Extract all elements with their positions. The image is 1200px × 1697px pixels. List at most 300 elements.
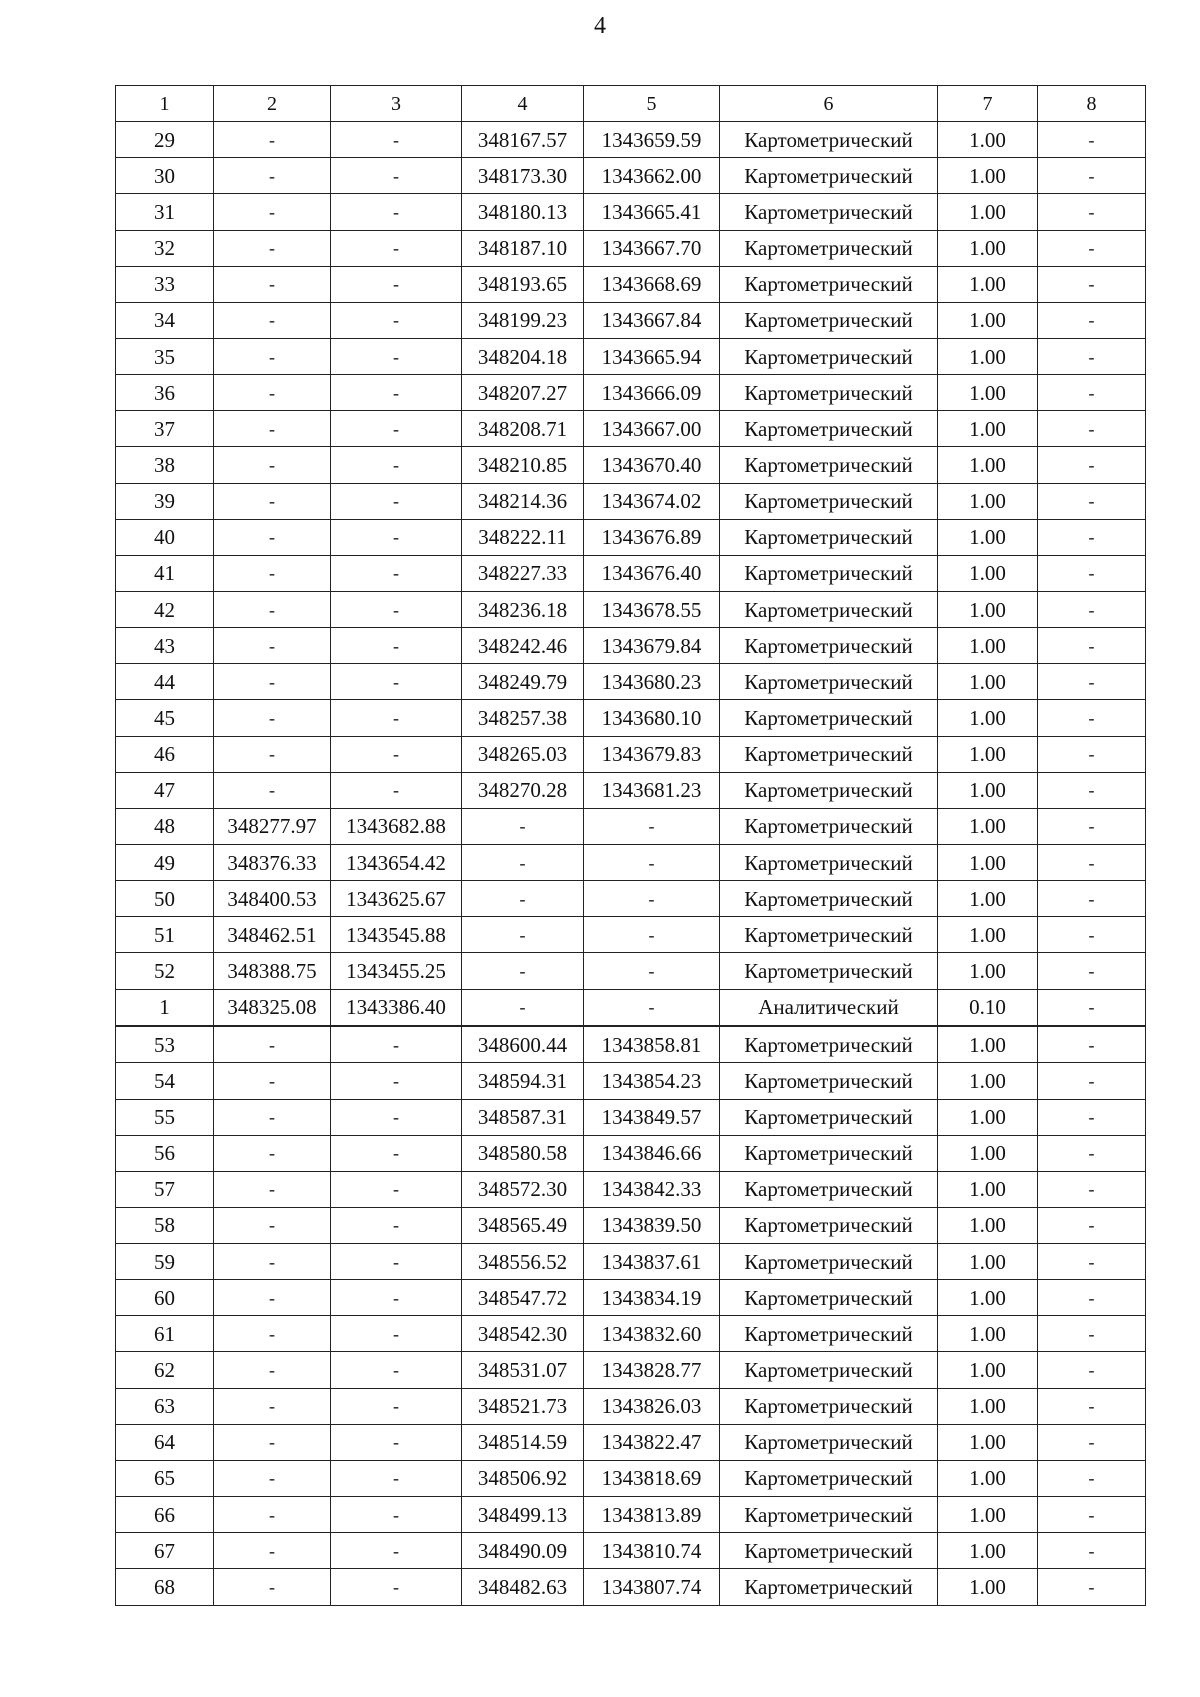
table-cell: 348482.63	[462, 1569, 584, 1606]
table-cell: 348242.46	[462, 628, 584, 664]
table-cell: -	[214, 1388, 331, 1424]
table-row	[116, 664, 1146, 700]
table-cell: -	[214, 1280, 331, 1316]
table-row	[116, 230, 1146, 266]
table-cell: 1.00	[938, 1244, 1038, 1280]
table-cell: 46	[116, 736, 214, 772]
table-cell: -	[584, 917, 720, 953]
table-row	[116, 266, 1146, 302]
table-cell: 1343813.89	[584, 1497, 720, 1533]
table-cell: 348388.75	[214, 953, 331, 989]
table-cell: -	[214, 411, 331, 447]
table-cell: 348499.13	[462, 1497, 584, 1533]
table-cell: 348556.52	[462, 1244, 584, 1280]
table-cell: 1343654.42	[331, 844, 462, 880]
table-cell: -	[1038, 953, 1146, 989]
table-cell: Картометрический	[720, 1171, 938, 1207]
table-cell: -	[1038, 1099, 1146, 1135]
header-cell: 1	[116, 86, 214, 122]
table-row	[116, 1244, 1146, 1280]
table-cell: -	[1038, 302, 1146, 338]
table-row	[116, 1460, 1146, 1496]
table-cell: 40	[116, 519, 214, 555]
table-cell: 1343679.83	[584, 736, 720, 772]
table-row	[116, 302, 1146, 338]
table-cell: -	[214, 1171, 331, 1207]
table-cell: -	[1038, 519, 1146, 555]
table-cell: Картометрический	[720, 1569, 938, 1606]
table-cell: 1.00	[938, 844, 1038, 880]
table-row	[116, 158, 1146, 194]
table-cell: 1.00	[938, 1063, 1038, 1099]
table-cell: 1343807.74	[584, 1569, 720, 1606]
table-cell: 1343828.77	[584, 1352, 720, 1388]
header-cell: 5	[584, 86, 720, 122]
table-row	[116, 375, 1146, 411]
table-cell: 1.00	[938, 375, 1038, 411]
table-cell: 348514.59	[462, 1424, 584, 1460]
table-cell: -	[331, 1171, 462, 1207]
table-row	[116, 844, 1146, 880]
table-cell: -	[584, 953, 720, 989]
table-cell: 1.00	[938, 1533, 1038, 1569]
table-cell: 1343667.84	[584, 302, 720, 338]
table-cell: Картометрический	[720, 122, 938, 158]
table-cell: -	[1038, 844, 1146, 880]
table-cell: Картометрический	[720, 375, 938, 411]
table-cell: -	[1038, 591, 1146, 627]
table-cell: -	[214, 664, 331, 700]
table-cell: -	[331, 122, 462, 158]
table-cell: -	[331, 1388, 462, 1424]
table-cell: 348462.51	[214, 917, 331, 953]
table-cell: 34	[116, 302, 214, 338]
table-row	[116, 1135, 1146, 1171]
table-cell: 1343662.00	[584, 158, 720, 194]
table-cell: -	[214, 1497, 331, 1533]
table-cell: 47	[116, 772, 214, 808]
table-cell: 1.00	[938, 1352, 1038, 1388]
table-row	[116, 591, 1146, 627]
table-cell: 1343676.40	[584, 555, 720, 591]
table-cell: 1.00	[938, 1388, 1038, 1424]
table-cell: Картометрический	[720, 230, 938, 266]
table-row	[116, 1533, 1146, 1569]
table-cell: -	[331, 411, 462, 447]
table-cell: -	[331, 158, 462, 194]
table-cell: 348277.97	[214, 808, 331, 844]
table-cell: -	[1038, 230, 1146, 266]
table-cell: 43	[116, 628, 214, 664]
table-cell: -	[584, 881, 720, 917]
table-cell: 1.00	[938, 917, 1038, 953]
table-cell: 1343386.40	[331, 989, 462, 1025]
table-cell: 1.00	[938, 194, 1038, 230]
table-cell: 0.10	[938, 989, 1038, 1025]
table-cell: -	[214, 230, 331, 266]
table-cell: -	[1038, 1207, 1146, 1243]
table-row	[116, 772, 1146, 808]
table-cell: 348580.58	[462, 1135, 584, 1171]
table-cell: Картометрический	[720, 591, 938, 627]
table-cell: 33	[116, 266, 214, 302]
table-cell: 1343822.47	[584, 1424, 720, 1460]
table-cell: 348187.10	[462, 230, 584, 266]
table-cell: 1.00	[938, 411, 1038, 447]
table-row	[116, 338, 1146, 374]
table-cell: -	[331, 375, 462, 411]
table-cell: 65	[116, 1460, 214, 1496]
table-cell: -	[331, 1027, 462, 1063]
table-cell: Картометрический	[720, 917, 938, 953]
table-cell: 348506.92	[462, 1460, 584, 1496]
table-cell: 1343680.10	[584, 700, 720, 736]
table-cell: Картометрический	[720, 411, 938, 447]
table-cell: 348325.08	[214, 989, 331, 1025]
table-cell: -	[214, 338, 331, 374]
table-cell: Картометрический	[720, 808, 938, 844]
table-cell: 1343676.89	[584, 519, 720, 555]
table-row	[116, 628, 1146, 664]
table-cell: -	[331, 628, 462, 664]
table-cell: 1.00	[938, 447, 1038, 483]
table-cell: 62	[116, 1352, 214, 1388]
table-cell: 348222.11	[462, 519, 584, 555]
table-cell: Картометрический	[720, 1316, 938, 1352]
table-cell: 348531.07	[462, 1352, 584, 1388]
table-cell: 348376.33	[214, 844, 331, 880]
table-row	[116, 917, 1146, 953]
table-cell: -	[1038, 266, 1146, 302]
table-cell: Картометрический	[720, 1533, 938, 1569]
table-cell: 1343670.40	[584, 447, 720, 483]
table-cell: 348167.57	[462, 122, 584, 158]
table-cell: 1343679.84	[584, 628, 720, 664]
table-cell: -	[331, 1316, 462, 1352]
header-cell: 3	[331, 86, 462, 122]
table-row	[116, 1171, 1146, 1207]
table-row	[116, 1280, 1146, 1316]
table-cell: Картометрический	[720, 302, 938, 338]
table-cell: -	[1038, 1244, 1146, 1280]
header-cell: 2	[214, 86, 331, 122]
table-cell: 348265.03	[462, 736, 584, 772]
table-cell: -	[214, 1460, 331, 1496]
table-row	[116, 1497, 1146, 1533]
table-cell: -	[462, 844, 584, 880]
table-cell: -	[331, 1460, 462, 1496]
table-cell: Картометрический	[720, 519, 938, 555]
table-cell: Картометрический	[720, 844, 938, 880]
table-cell: 348542.30	[462, 1316, 584, 1352]
table-cell: 1343625.67	[331, 881, 462, 917]
table-cell: 1.00	[938, 1135, 1038, 1171]
table-cell: -	[1038, 1424, 1146, 1460]
table-cell: 1343849.57	[584, 1099, 720, 1135]
table-cell: 42	[116, 591, 214, 627]
table-cell: -	[331, 1135, 462, 1171]
table-row	[116, 447, 1146, 483]
table-cell: -	[331, 230, 462, 266]
header-cell: 7	[938, 86, 1038, 122]
table-row	[116, 194, 1146, 230]
table-cell: -	[214, 1063, 331, 1099]
table-cell: 1343666.09	[584, 375, 720, 411]
table-cell: -	[214, 375, 331, 411]
table-cell: -	[1038, 917, 1146, 953]
table-cell: 348587.31	[462, 1099, 584, 1135]
table-cell: -	[214, 266, 331, 302]
table-cell: 1343665.41	[584, 194, 720, 230]
table-cell: -	[331, 1569, 462, 1606]
table-cell: 51	[116, 917, 214, 953]
table-cell: 348199.23	[462, 302, 584, 338]
table-cell: -	[1038, 1569, 1146, 1606]
table-row	[116, 519, 1146, 555]
table-row	[116, 881, 1146, 917]
table-cell: 348270.28	[462, 772, 584, 808]
table-cell: 41	[116, 555, 214, 591]
table-cell: Картометрический	[720, 266, 938, 302]
table-cell: -	[214, 194, 331, 230]
table-cell: -	[331, 1244, 462, 1280]
table-cell: Картометрический	[720, 1460, 938, 1496]
table-cell: -	[331, 1533, 462, 1569]
table-cell: -	[331, 1280, 462, 1316]
table-cell: 348214.36	[462, 483, 584, 519]
table-cell: -	[214, 447, 331, 483]
table-cell: 1343837.61	[584, 1244, 720, 1280]
table-cell: -	[1038, 700, 1146, 736]
table-cell: Картометрический	[720, 338, 938, 374]
table-cell: 1343682.88	[331, 808, 462, 844]
table-row	[116, 736, 1146, 772]
table-cell: -	[1038, 628, 1146, 664]
table-row	[116, 808, 1146, 844]
table-cell: 1.00	[938, 158, 1038, 194]
table-cell: -	[1038, 808, 1146, 844]
table-row	[116, 1569, 1146, 1606]
table-row	[116, 1063, 1146, 1099]
table-body	[116, 86, 1146, 1606]
table-cell: 1343667.70	[584, 230, 720, 266]
table-cell: 66	[116, 1497, 214, 1533]
table-row	[116, 483, 1146, 519]
table-row	[116, 989, 1146, 1025]
table-cell: 1.00	[938, 1171, 1038, 1207]
table-cell: Картометрический	[720, 1099, 938, 1135]
table-cell: -	[1038, 1063, 1146, 1099]
table-cell: -	[584, 989, 720, 1025]
table-cell: -	[214, 1316, 331, 1352]
table-cell: -	[1038, 772, 1146, 808]
table-cell: 1.00	[938, 591, 1038, 627]
table-cell: 38	[116, 447, 214, 483]
table-cell: 348249.79	[462, 664, 584, 700]
table-cell: -	[1038, 1388, 1146, 1424]
table-cell: 54	[116, 1063, 214, 1099]
table-cell: 64	[116, 1424, 214, 1460]
table-cell: 1343681.23	[584, 772, 720, 808]
table-cell: -	[462, 989, 584, 1025]
table-cell: -	[462, 881, 584, 917]
table-cell: -	[331, 1099, 462, 1135]
table-cell: 1343545.88	[331, 917, 462, 953]
table-cell: 1.00	[938, 555, 1038, 591]
table-cell: 1.00	[938, 302, 1038, 338]
table-cell: -	[1038, 736, 1146, 772]
table-cell: -	[1038, 1460, 1146, 1496]
table-cell: 50	[116, 881, 214, 917]
table-cell: -	[1038, 1135, 1146, 1171]
table-cell: 55	[116, 1099, 214, 1135]
table-cell: 30	[116, 158, 214, 194]
table-cell: 1.00	[938, 953, 1038, 989]
table-cell: 348594.31	[462, 1063, 584, 1099]
table-cell: 1343834.19	[584, 1280, 720, 1316]
table-cell: -	[1038, 989, 1146, 1025]
table-cell: -	[1038, 122, 1146, 158]
table-cell: 1.00	[938, 1497, 1038, 1533]
table-cell: Картометрический	[720, 628, 938, 664]
table-cell: -	[584, 808, 720, 844]
table-cell: 1343659.59	[584, 122, 720, 158]
table-cell: Картометрический	[720, 158, 938, 194]
table-cell: 1343678.55	[584, 591, 720, 627]
table-cell: -	[331, 1352, 462, 1388]
table-row	[116, 1316, 1146, 1352]
table-cell: -	[462, 808, 584, 844]
table-cell: 58	[116, 1207, 214, 1243]
table-cell: 1343846.66	[584, 1135, 720, 1171]
table-cell: -	[214, 700, 331, 736]
table-cell: 1343826.03	[584, 1388, 720, 1424]
table-cell: -	[1038, 1316, 1146, 1352]
table-cell: 1.00	[938, 700, 1038, 736]
table-cell: Картометрический	[720, 1135, 938, 1171]
table-cell: 348210.85	[462, 447, 584, 483]
table-cell: 56	[116, 1135, 214, 1171]
table-cell: -	[331, 700, 462, 736]
table-row	[116, 122, 1146, 158]
table-cell: Картометрический	[720, 953, 938, 989]
table-cell: Аналитический	[720, 989, 938, 1025]
table-cell: -	[584, 844, 720, 880]
table-cell: 49	[116, 844, 214, 880]
table-cell: -	[214, 591, 331, 627]
table-cell: 1.00	[938, 122, 1038, 158]
table-cell: Картометрический	[720, 736, 938, 772]
table-cell: Картометрический	[720, 772, 938, 808]
table-cell: Картометрический	[720, 1063, 938, 1099]
header-cell: 8	[1038, 86, 1146, 122]
table-cell: -	[214, 1135, 331, 1171]
table-cell: -	[214, 122, 331, 158]
table-row	[116, 411, 1146, 447]
table-cell: 1.00	[938, 664, 1038, 700]
table-cell: 1.00	[938, 266, 1038, 302]
table-cell: 1.00	[938, 808, 1038, 844]
table-cell: Картометрический	[720, 194, 938, 230]
table-cell: -	[214, 302, 331, 338]
table-cell: -	[1038, 483, 1146, 519]
table-row	[116, 1424, 1146, 1460]
table-cell: 1343854.23	[584, 1063, 720, 1099]
table-row	[116, 1207, 1146, 1243]
table-cell: 29	[116, 122, 214, 158]
table-cell: 1.00	[938, 736, 1038, 772]
table-cell: -	[214, 1207, 331, 1243]
table-cell: 1343842.33	[584, 1171, 720, 1207]
table-cell: -	[331, 1207, 462, 1243]
table-cell: -	[1038, 1497, 1146, 1533]
table-cell: 1.00	[938, 1460, 1038, 1496]
table-cell: -	[1038, 1027, 1146, 1063]
table-cell: Картометрический	[720, 1352, 938, 1388]
table-cell: -	[1038, 664, 1146, 700]
table-cell: 1343858.81	[584, 1027, 720, 1063]
table-cell: -	[331, 302, 462, 338]
coordinates-table	[115, 85, 1146, 1606]
table-cell: Картометрический	[720, 1244, 938, 1280]
table-cell: -	[1038, 158, 1146, 194]
table-cell: Картометрический	[720, 664, 938, 700]
table-cell: -	[1038, 338, 1146, 374]
table-row	[116, 1027, 1146, 1063]
table-cell: 1	[116, 989, 214, 1025]
table-cell: 1.00	[938, 1280, 1038, 1316]
table-cell: -	[1038, 194, 1146, 230]
table-cell: 1343680.23	[584, 664, 720, 700]
table-cell: -	[331, 266, 462, 302]
table-cell: 59	[116, 1244, 214, 1280]
table-cell: 348236.18	[462, 591, 584, 627]
table-cell: -	[1038, 1352, 1146, 1388]
table-cell: 1.00	[938, 1424, 1038, 1460]
table-cell: -	[331, 555, 462, 591]
table-cell: 31	[116, 194, 214, 230]
table-cell: -	[214, 1533, 331, 1569]
table-cell: 1343455.25	[331, 953, 462, 989]
table-cell: 1343818.69	[584, 1460, 720, 1496]
table-cell: 1.00	[938, 881, 1038, 917]
table-cell: 348173.30	[462, 158, 584, 194]
table-cell: 1.00	[938, 1027, 1038, 1063]
table-cell: 35	[116, 338, 214, 374]
table-cell: 1343839.50	[584, 1207, 720, 1243]
table-cell: -	[214, 555, 331, 591]
table-cell: -	[1038, 881, 1146, 917]
table-cell: -	[214, 628, 331, 664]
table-cell: 1343832.60	[584, 1316, 720, 1352]
table-cell: 348600.44	[462, 1027, 584, 1063]
table-cell: 39	[116, 483, 214, 519]
table-cell: 1.00	[938, 628, 1038, 664]
table-cell: 1343667.00	[584, 411, 720, 447]
table-cell: 60	[116, 1280, 214, 1316]
table-cell: -	[214, 158, 331, 194]
table-cell: 68	[116, 1569, 214, 1606]
table-cell: 1.00	[938, 1569, 1038, 1606]
table-cell: 53	[116, 1027, 214, 1063]
table-cell: -	[1038, 1533, 1146, 1569]
table-cell: Картометрический	[720, 1207, 938, 1243]
table-cell: 348400.53	[214, 881, 331, 917]
table-cell: -	[331, 736, 462, 772]
table-cell: 32	[116, 230, 214, 266]
table-cell: 1.00	[938, 338, 1038, 374]
table-cell: -	[331, 194, 462, 230]
